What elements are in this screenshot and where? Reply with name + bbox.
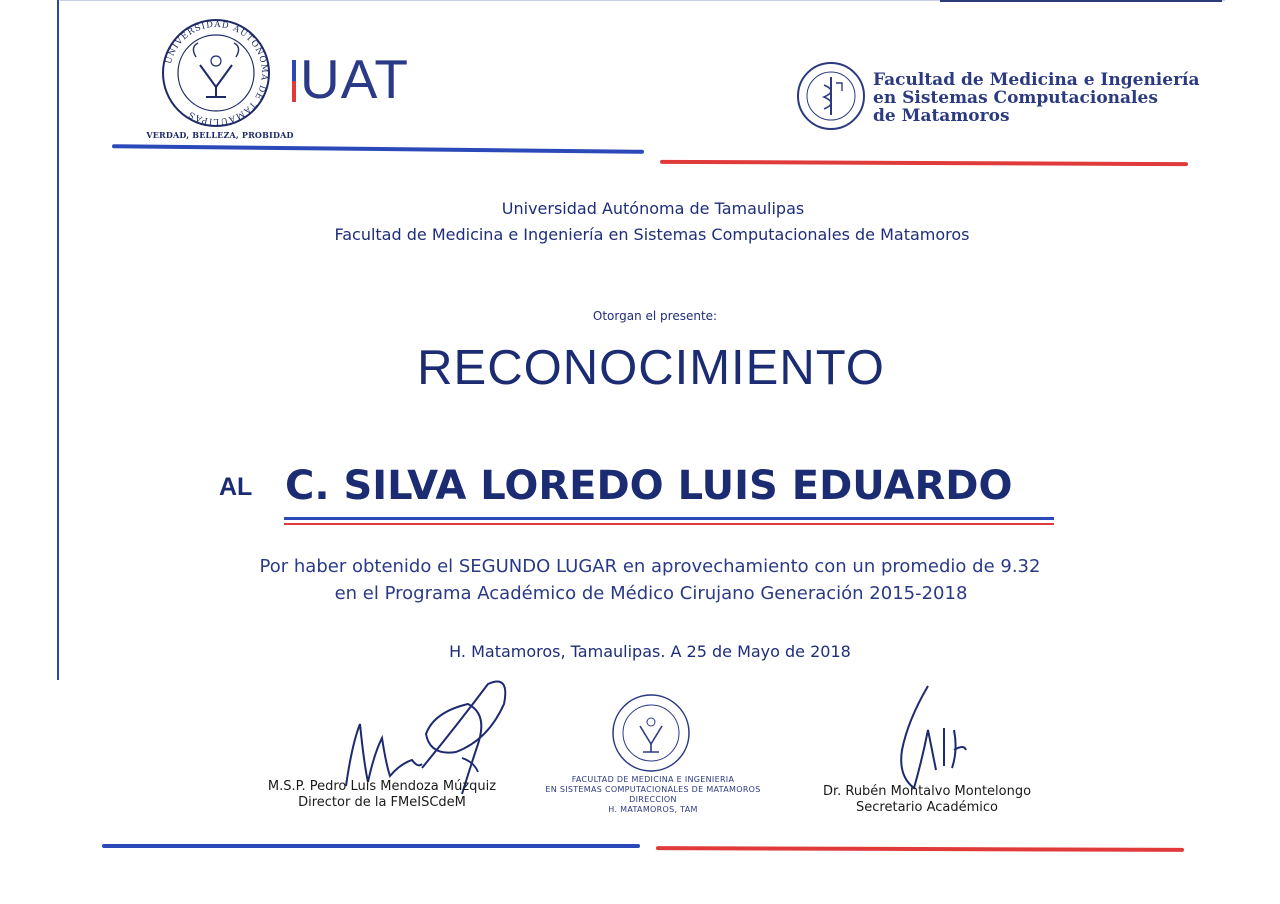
stamp-line: EN SISTEMAS COMPUTACIONALES DE MATAMOROS xyxy=(545,785,761,794)
faculty-title-line: en Sistemas Computacionales xyxy=(873,88,1158,108)
secretary-block xyxy=(810,784,1044,816)
direction-stamp-seal xyxy=(610,692,692,774)
faculty-title xyxy=(873,71,1200,125)
faculty-name: Facultad de Medicina e Ingeniería en Sistemas Computacionales de Matamoros xyxy=(334,225,970,244)
uat-seal-logo xyxy=(160,17,272,129)
top-rule-blue xyxy=(112,144,644,154)
director-block xyxy=(260,779,504,811)
intro-text: Otorgan el presente: xyxy=(592,309,718,323)
top-edge-accent xyxy=(940,0,1222,2)
faculty-title-line: de Matamoros xyxy=(873,106,1010,126)
stamp-line: DIRECCION xyxy=(629,795,677,804)
university-name: Universidad Autónoma de Tamaulipas xyxy=(501,199,805,218)
bottom-rule-red xyxy=(656,846,1184,852)
secretary-name: Dr. Rubén Montalvo Montelongo xyxy=(822,784,1032,799)
place-date: H. Matamoros, Tamaulipas. A 25 de Mayo de 2018 xyxy=(449,642,851,661)
faculty-seal-logo xyxy=(796,61,866,131)
name-underline-red xyxy=(284,523,1054,525)
recipient-prefix: AL xyxy=(219,473,253,501)
faculty-title-line: Facultad de Medicina e Ingeniería xyxy=(873,70,1200,90)
director-name: M.S.P. Pedro Luis Mendoza Múzquiz xyxy=(267,779,497,794)
top-rule-red xyxy=(660,160,1188,166)
stamp-text xyxy=(535,775,771,815)
director-role: Director de la FMeISCdeM xyxy=(298,795,466,810)
uat-motto: VERDAD, BELLEZA, PROBIDAD xyxy=(146,130,294,140)
reason-line-2: en el Programa Académico de Médico Cirujano Generación 2015-2018 xyxy=(334,583,968,604)
award-title: RECONOCIMIENTO xyxy=(417,341,885,395)
stamp-line: FACULTAD DE MEDICINA E INGENIERIA xyxy=(571,775,735,784)
secretary-role: Secretario Académico xyxy=(856,800,998,815)
reason-line-1: Por haber obtenido el SEGUNDO LUGAR en aprovechamiento con un promedio de 9.32 xyxy=(259,556,1041,577)
name-underline-blue xyxy=(284,517,1054,520)
bottom-rule-blue xyxy=(102,844,640,848)
stamp-line: H. MATAMOROS, TAM xyxy=(608,805,698,814)
uat-bar xyxy=(292,60,296,102)
uat-seal-text: UNIVERSIDAD AUTONOMA DE TAMAULIPAS xyxy=(163,19,270,127)
uat-wordmark: UAT xyxy=(300,48,409,110)
secretary-signature xyxy=(888,680,978,800)
recipient-name: C. SILVA LOREDO LUIS EDUARDO xyxy=(285,463,1013,509)
left-edge-line xyxy=(57,0,59,680)
